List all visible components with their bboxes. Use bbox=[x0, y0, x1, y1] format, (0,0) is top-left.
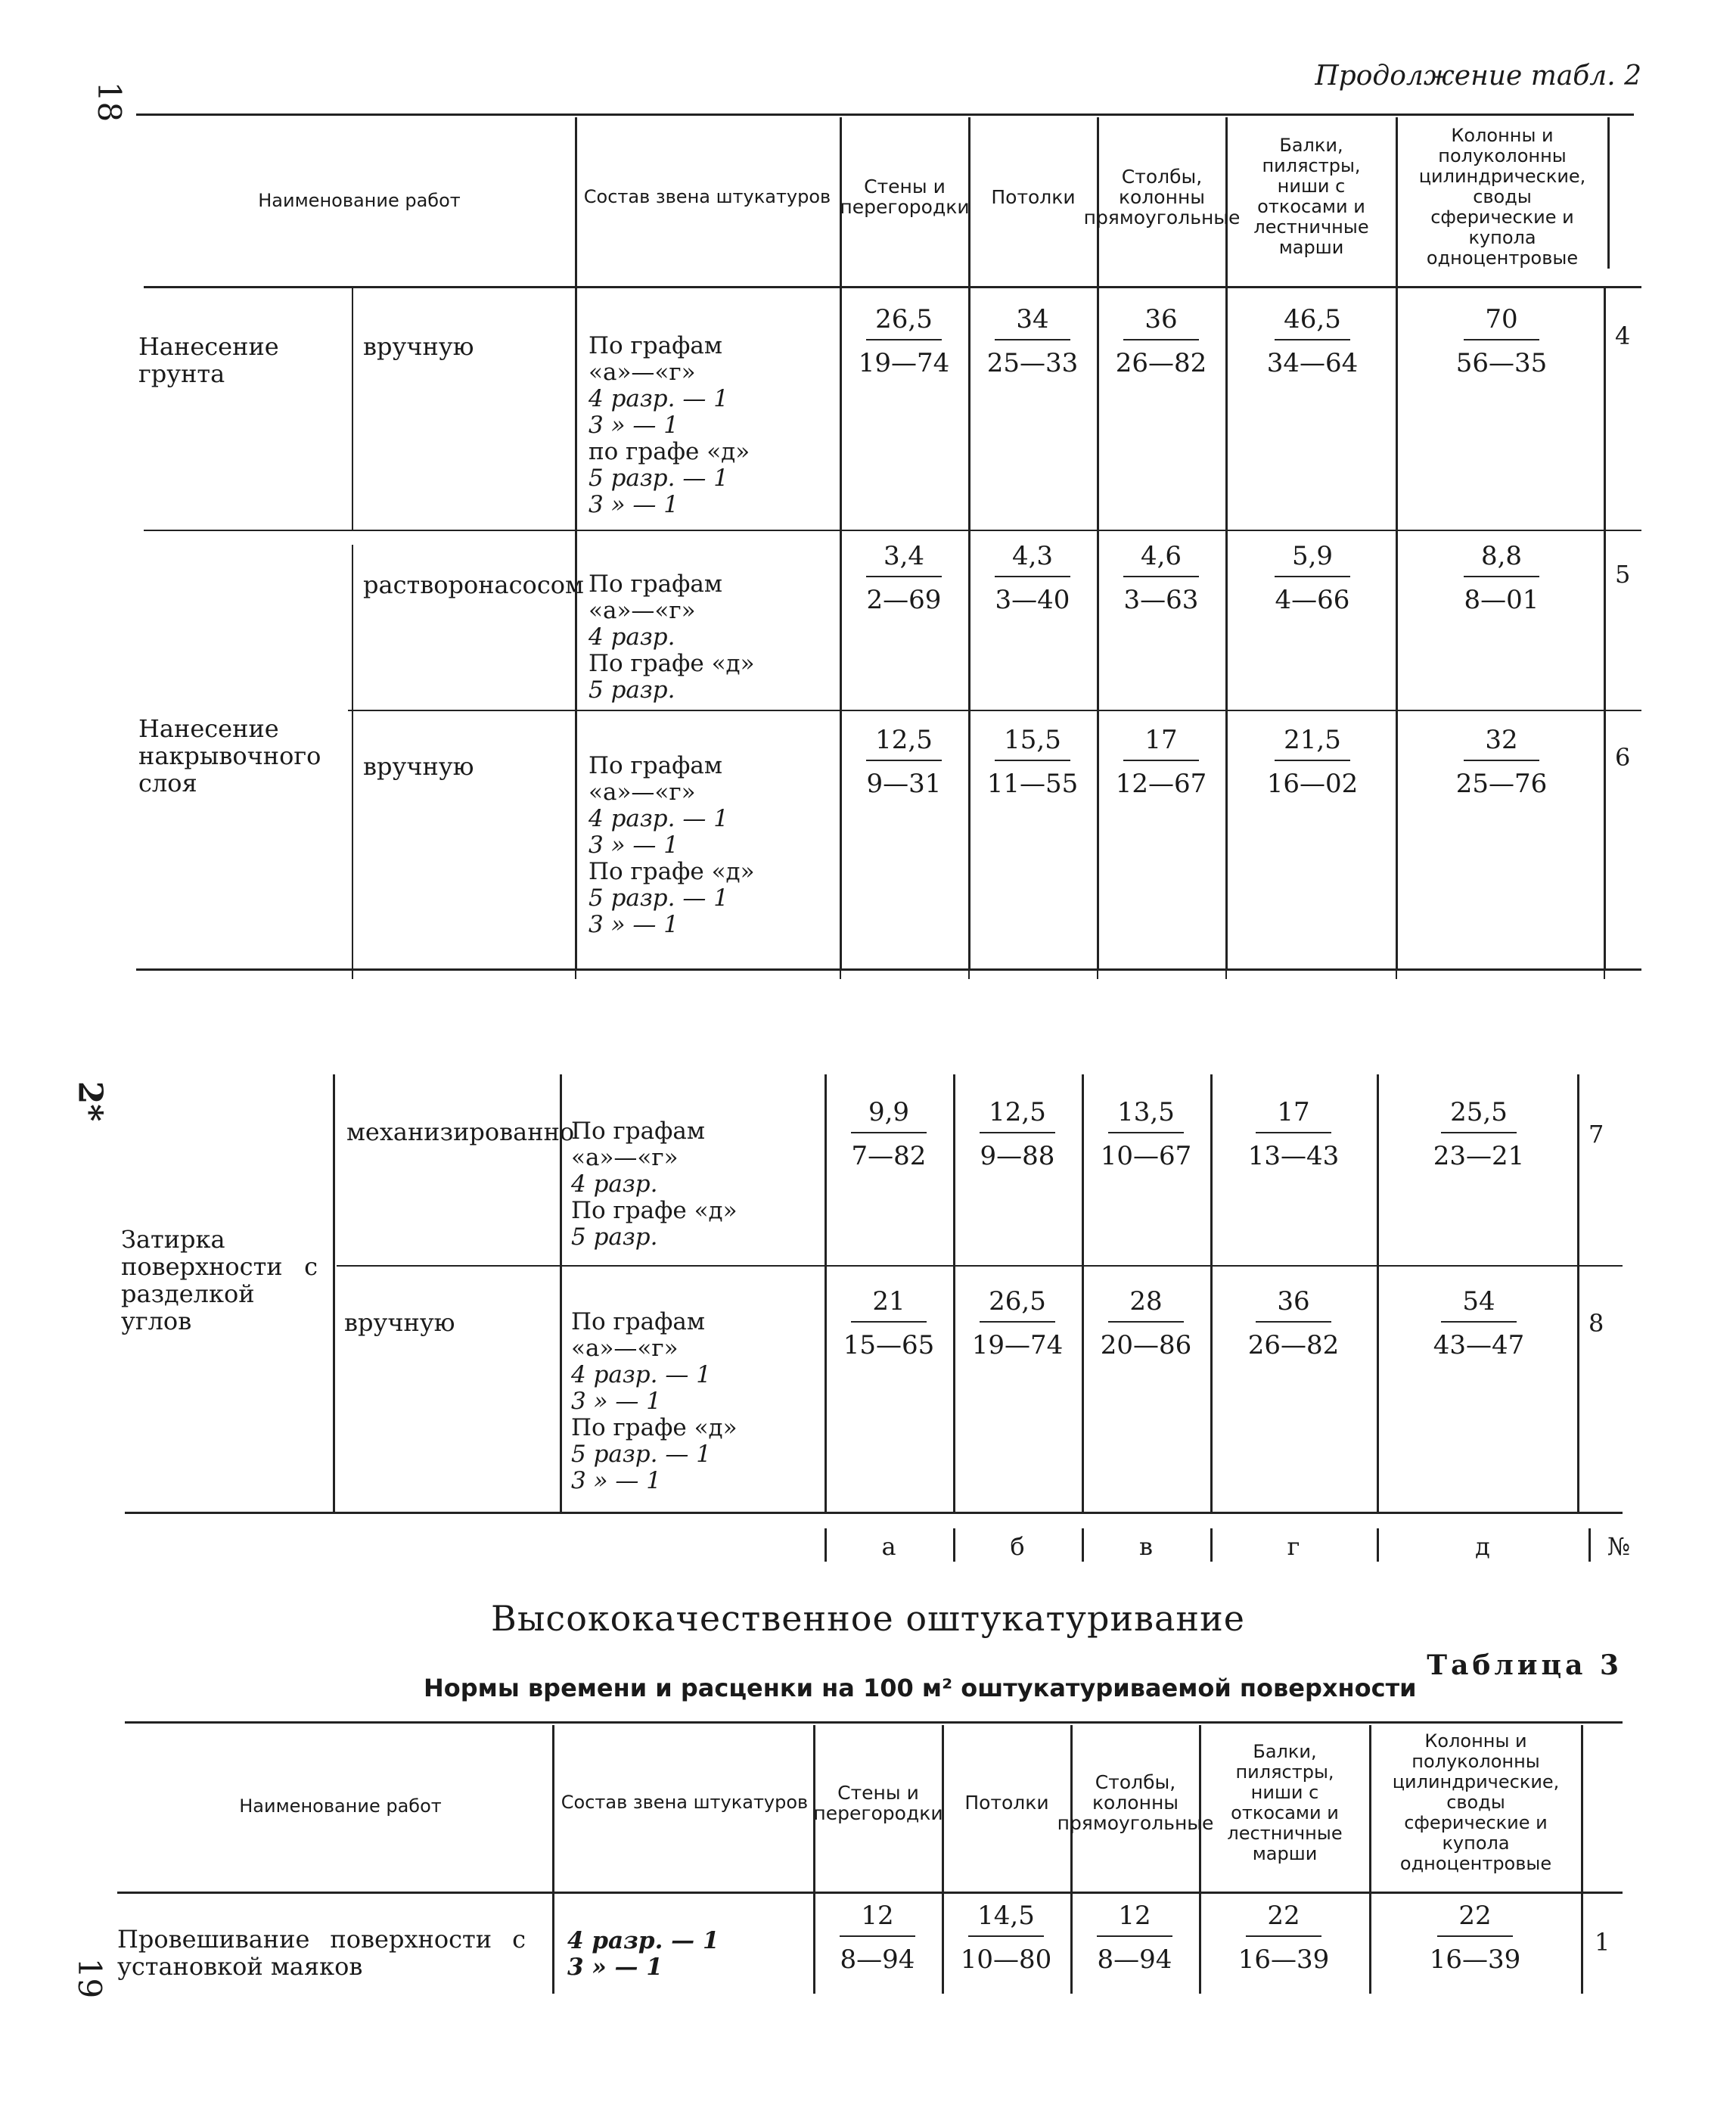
method-row-8: вручную bbox=[344, 1308, 455, 1337]
value-row4-e: 70 56—35 bbox=[1455, 304, 1548, 378]
t3-row-number-1: 1 bbox=[1595, 1928, 1610, 1957]
page-number-right: 19 bbox=[71, 1957, 109, 1999]
method-row-6: вручную bbox=[363, 752, 474, 781]
method-row-5: растворонасосом bbox=[363, 570, 584, 599]
value-row7-d: 17 13—43 bbox=[1247, 1097, 1340, 1171]
value-row5-c: 4,6 3—63 bbox=[1123, 541, 1199, 615]
t3-header-col-ceilings: Потолки bbox=[964, 1792, 1049, 1814]
table3-caption: Нормы времени и расценки на 100 м² оштукатуриваемой поверхности bbox=[424, 1674, 1417, 1702]
value-row5-a: 3,4 2—69 bbox=[866, 541, 942, 615]
value-t3-row1-a: 12 8—94 bbox=[840, 1901, 915, 1975]
work-name-plumbing: Провешивание поверхности с установкой маяков bbox=[117, 1925, 526, 1981]
column-letter-v: в bbox=[1138, 1532, 1153, 1561]
crew-row-7: По графам «а»—«г» 4 разр. По графе «д» 5 разр. bbox=[571, 1118, 738, 1251]
column-letter-g: г bbox=[1287, 1532, 1300, 1561]
value-row6-d: 21,5 16—02 bbox=[1266, 725, 1359, 799]
value-row8-e: 54 43—47 bbox=[1433, 1286, 1525, 1360]
value-row6-c: 17 12—67 bbox=[1115, 725, 1207, 799]
crew-row-5: По графам «а»—«г» 4 разр. По графе «д» 5 разр. bbox=[589, 570, 755, 704]
column-number-sign: № bbox=[1607, 1532, 1631, 1561]
t3-header-col-walls: Стены и перегородки bbox=[813, 1781, 943, 1824]
header-crew: Состав звена штукатуров bbox=[583, 185, 831, 207]
crew-row-4: По графам «а»—«г» 4 разр. — 1 3 » — 1 по графе «д» 5 разр. — 1 3 » — 1 bbox=[589, 332, 750, 518]
signature-mark: 2* bbox=[70, 1080, 110, 1122]
column-letter-b: б bbox=[1010, 1532, 1025, 1561]
value-row5-b: 4,3 3—40 bbox=[995, 541, 1070, 615]
header-work-name: Наименование работ bbox=[258, 189, 461, 211]
t3-header-col-beams: Балки, пилястры, ниши с откосами и лестничные марши bbox=[1227, 1740, 1343, 1864]
row-number-4: 4 bbox=[1615, 322, 1631, 350]
value-row4-d: 46,5 34—64 bbox=[1266, 304, 1359, 378]
value-row8-d: 36 26—82 bbox=[1247, 1286, 1340, 1360]
row-number-8: 8 bbox=[1588, 1309, 1604, 1338]
method-row-4: вручную bbox=[363, 332, 474, 361]
t3-header-col-pillars: Столбы, колонны прямоугольные bbox=[1057, 1771, 1214, 1834]
work-name-smoothing: Затирка поверхности с разделкой углов bbox=[121, 1225, 318, 1335]
value-t3-row1-e: 22 16—39 bbox=[1429, 1901, 1521, 1975]
value-row6-b: 15,5 11—55 bbox=[986, 725, 1079, 799]
t3-header-work-name: Наименование работ bbox=[239, 1795, 442, 1817]
header-col-beams: Балки, пилястры, ниши с откосами и лестничные марши bbox=[1253, 135, 1369, 258]
header-col-columns: Колонны и полуколонны цилиндрические, своды сферические и купола одноцентровые bbox=[1418, 124, 1586, 269]
value-row7-e: 25,5 23—21 bbox=[1433, 1097, 1525, 1171]
header-col-walls: Стены и перегородки bbox=[840, 176, 970, 218]
value-row4-c: 36 26—82 bbox=[1115, 304, 1207, 378]
column-letter-d: д bbox=[1475, 1532, 1490, 1561]
work-name-finish-coat: Нанесение накрывочного слоя bbox=[138, 714, 321, 797]
value-row7-a: 9,9 7—82 bbox=[851, 1097, 927, 1171]
row-number-5: 5 bbox=[1615, 560, 1631, 589]
column-letter-a: а bbox=[881, 1532, 896, 1561]
header-col-ceilings: Потолки bbox=[991, 185, 1076, 208]
crew-row-6: По графам «а»—«г» 4 разр. — 1 3 » — 1 По графе «д» 5 разр. — 1 3 » — 1 bbox=[589, 752, 755, 938]
continuation-label: Продолжение табл. 2 bbox=[1315, 61, 1641, 92]
crew-row-8: По графам «а»—«г» 4 разр. — 1 3 » — 1 По графе «д» 5 разр. — 1 3 » — 1 bbox=[571, 1308, 738, 1494]
value-t3-row1-b: 14,5 10—80 bbox=[960, 1901, 1052, 1975]
value-row8-c: 28 20—86 bbox=[1100, 1286, 1192, 1360]
value-row7-c: 13,5 10—67 bbox=[1100, 1097, 1192, 1171]
page-number-left: 18 bbox=[91, 81, 129, 123]
header-col-pillars: Столбы, колонны прямоугольные bbox=[1083, 165, 1241, 228]
value-row8-a: 21 15—65 bbox=[843, 1286, 935, 1360]
t3-header-col-columns: Колонны и полуколонны цилиндрические, своды сферические и купола одноцентровые bbox=[1392, 1730, 1560, 1874]
method-row-7: механизированно bbox=[346, 1118, 575, 1146]
value-t3-row1-d: 22 16—39 bbox=[1238, 1901, 1330, 1975]
row-number-6: 6 bbox=[1615, 743, 1631, 772]
value-row5-d: 5,9 4—66 bbox=[1275, 541, 1350, 615]
work-name-primer: Нанесение грунта bbox=[138, 332, 279, 388]
section-title: Высококачественное оштукатуривание bbox=[491, 1598, 1245, 1639]
value-t3-row1-c: 12 8—94 bbox=[1097, 1901, 1172, 1975]
value-row5-e: 8,8 8—01 bbox=[1464, 541, 1539, 615]
value-row6-e: 32 25—76 bbox=[1455, 725, 1548, 799]
table3-label: Таблица 3 bbox=[1427, 1649, 1623, 1681]
value-row4-b: 34 25—33 bbox=[986, 304, 1079, 378]
row-number-7: 7 bbox=[1588, 1120, 1604, 1149]
value-row4-a: 26,5 19—74 bbox=[858, 304, 950, 378]
value-row6-a: 12,5 9—31 bbox=[866, 725, 942, 799]
t3-header-crew: Состав звена штукатуров bbox=[561, 1792, 809, 1813]
crew-t3-row-1: 4 разр. — 1 3 » — 1 bbox=[567, 1927, 719, 1981]
value-row7-b: 12,5 9—88 bbox=[980, 1097, 1055, 1171]
value-row8-b: 26,5 19—74 bbox=[971, 1286, 1064, 1360]
